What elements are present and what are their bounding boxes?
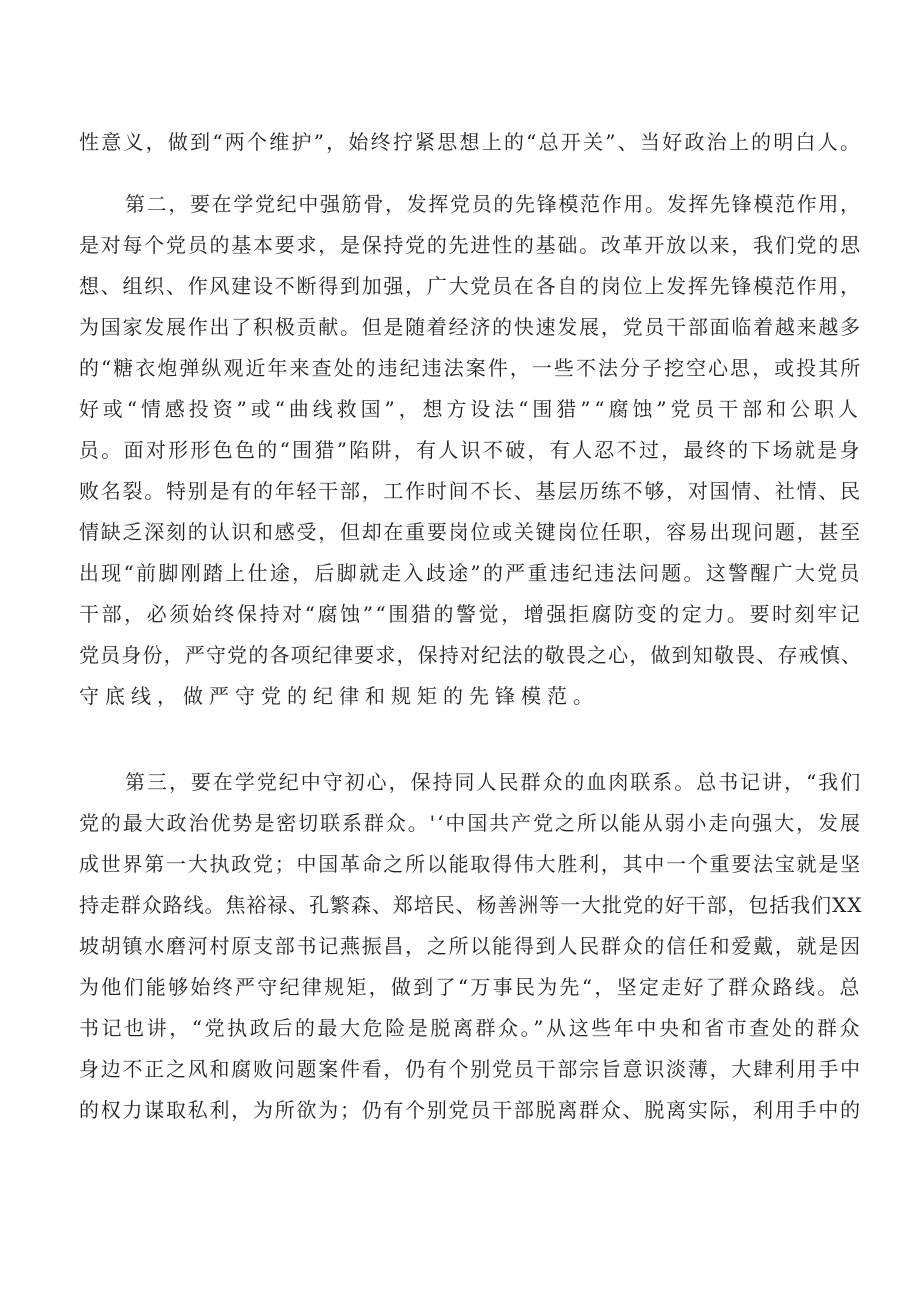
- paragraph-2-line: 的“糖衣炮弹纵观近年来查处的违纪违法案件，一些不法分子挖空心思，或投其所: [79, 356, 863, 380]
- paragraph-2-line: 想、组织、作风建设不断得到加强，广大党员在各自的岗位上发挥先锋模范作用，: [79, 274, 862, 298]
- paragraph-3-line: 书记也讲，“党执政后的最大危险是脱离群众。”从这些年中央和省市查处的群众: [79, 1016, 863, 1040]
- paragraph-3-line: 持走群众路线。焦裕禄、孔繁森、郑培民、杨善洲等一大批党的好干部，包括我们XX: [79, 893, 863, 917]
- paragraph-3-line: 党的最大政治优势是密切联系群众。'‘中国共产党之所以能从弱小走向强大，发展: [79, 811, 862, 835]
- paragraph-2-line: 情缺乏深刻的认识和感受，但却在重要岗位或关键岗位任职，容易出现问题，甚至: [79, 520, 862, 544]
- paragraph-2-line: 出现“前脚刚踏上仕途，后脚就走入歧途”的严重违纪违法问题。这警醒广大党员: [79, 561, 862, 585]
- paragraph-2-line: 败名裂。特别是有的年轻干部，工作时间不长、基层历练不够，对国情、社情、民: [79, 479, 862, 503]
- paragraph-3-line: 的权力谋取私利，为所欲为；仍有个别党员干部脱离群众、脱离实际，利用手中的: [79, 1098, 862, 1122]
- paragraph-3-line: 成世界第一大执政党；中国革命之所以能取得伟大胜利，其中一个重要法宝就是坚: [79, 852, 862, 876]
- paragraph-2-line: 是对每个党员的基本要求，是保持党的先进性的基础。改革开放以来，我们党的思: [79, 233, 862, 257]
- paragraph-3-line: 身边不正之风和腐败问题案件看，仍有个别党员干部宗旨意识淡薄，大肆利用手中: [79, 1057, 862, 1081]
- paragraph-3-line: 为他们能够始终严守纪律规矩，做到了“万事民为先“，坚定走好了群众路线。总: [79, 975, 862, 999]
- paragraph-2-line: 第二，要在学党纪中强筋骨，发挥党员的先锋模范作用。发挥先锋模范作用，: [125, 192, 862, 216]
- paragraph-3-line: 坡胡镇水磨河村原支部书记燕振昌，之所以能得到人民群众的信任和爱戴，就是因: [79, 934, 862, 958]
- paragraph-1-line: 性意义，做到“两个维护”，始终拧紧思想上的“总开关”、当好政治上的明白人。: [79, 130, 863, 154]
- paragraph-2-line: 员。面对形形色色的“围猎”陷阱，有人识不破，有人忍不过，最终的下场就是身: [79, 438, 862, 462]
- paragraph-2-line: 党员身份，严守党的各项纪律要求，保持对纪法的敬畏之心，做到知敬畏、存戒慎、: [79, 643, 863, 667]
- paragraph-2-line: 好或“情感投资”或“曲线救国”，想方设法“围猎”“腐蚀”党员干部和公职人: [79, 397, 862, 421]
- paragraph-2-line: 干部，必须始终保持对“腐蚀”“围猎的警觉，增强拒腐防变的定力。要时刻牢记: [79, 602, 863, 626]
- paragraph-2-line: 守底线，做严守党的纪律和规矩的先锋模范。: [79, 684, 599, 708]
- paragraph-3-line: 第三，要在学党纪中守初心，保持同人民群众的血肉联系。总书记讲，“我们: [125, 770, 863, 794]
- paragraph-2-line: 为国家发展作出了积极贡献。但是随着经济的快速发展，党员干部面临着越来越多: [79, 315, 862, 339]
